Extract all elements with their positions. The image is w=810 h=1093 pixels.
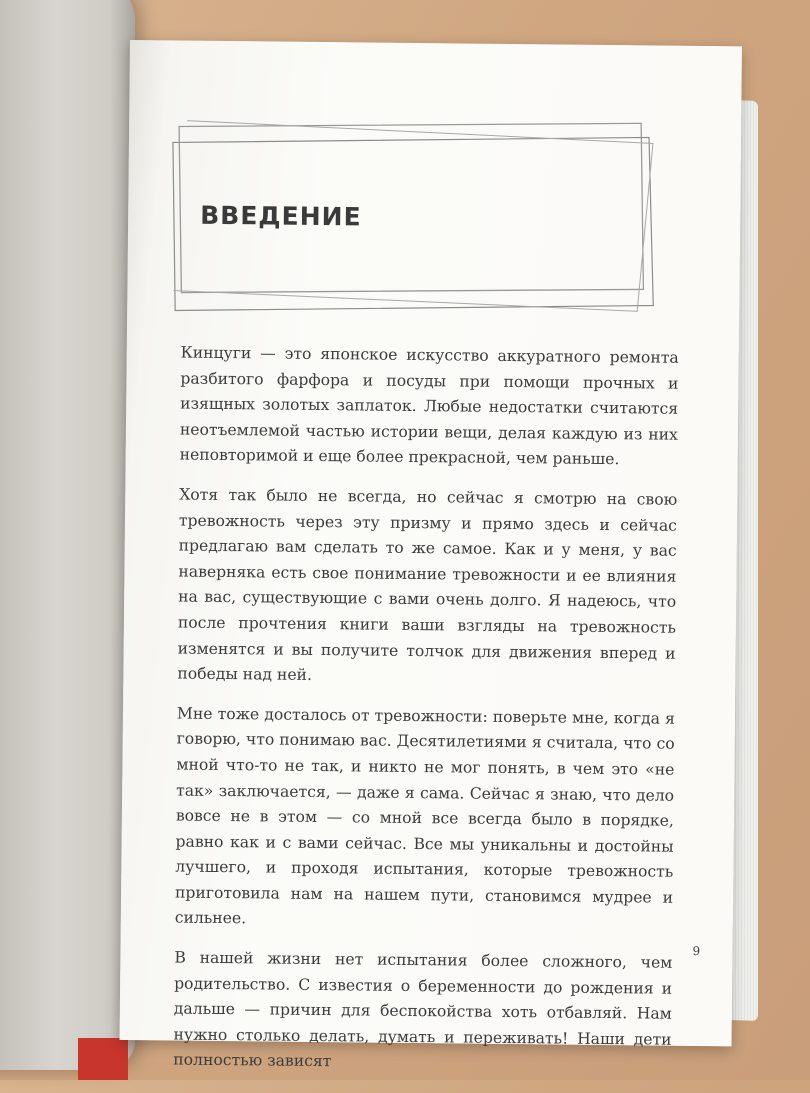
book-cover-edge: [78, 1038, 128, 1080]
paragraph-parenthood: В нашей жизни нет испытания более сложного, чем родительство. С известия о беременности до рождения и дальше — причин для беспокойства хоть отбавляй. Нам нужно столько делать, думать и переживать! Наши дети полностью зависят: [173, 948, 673, 1071]
book-page: [120, 40, 742, 1071]
chapter-title: ВВЕДЕНИЕ: [200, 200, 362, 232]
paragraph-anxiety-prism: Хотя так было не всегда, но сейчас я смотрю на свою тревожность через эту призму и прямо здесь и сейчас предлагаю вам сделать то же самое. Как и у меня, у вас наверняка есть свое понимание тревожности и ее влияния на вас, существующие с вами очень долго. Я надеюсь, что после прочтения книги ваши взгляды на тревожность изменятся и вы получите толчок для движения вперед и победы над ней.: [177, 485, 678, 685]
paragraph-personal-experience: Мне тоже досталось от тревожности: поверьте мне, когда я говорю, что понимаю вас. Десятилетиями я считала, что со мной что-то не так, и никто не мог понять, в чем это «не так» заключается, — даже я сама. Сейчас я знаю, что дело вовсе не в этом — со мной все всегда было в порядке, равно как и с вами сейчас. Все мы уникальны и достойны лучшего, и проходя испытания, которые тревожность приготовила нам на нашем пути, становимся мудрее и сильнее.: [174, 704, 676, 928]
paragraph-kintsugi: Кинцуги — это японское искусство аккуратного ремонта разбитого фарфора и посуды при помощи прочных и изящных золотых заплаток. Любые недостатки считаются неотъемлемой частью истории вещи, делая каждую из них неповторимой и еще более прекрасной, чем раньше.: [179, 343, 679, 469]
page-number: 9: [692, 943, 701, 959]
page-content: [120, 40, 742, 1071]
facing-page-edge: [0, 0, 135, 1070]
body-text: [173, 341, 679, 1093]
chapter-title-frame: [169, 114, 661, 319]
